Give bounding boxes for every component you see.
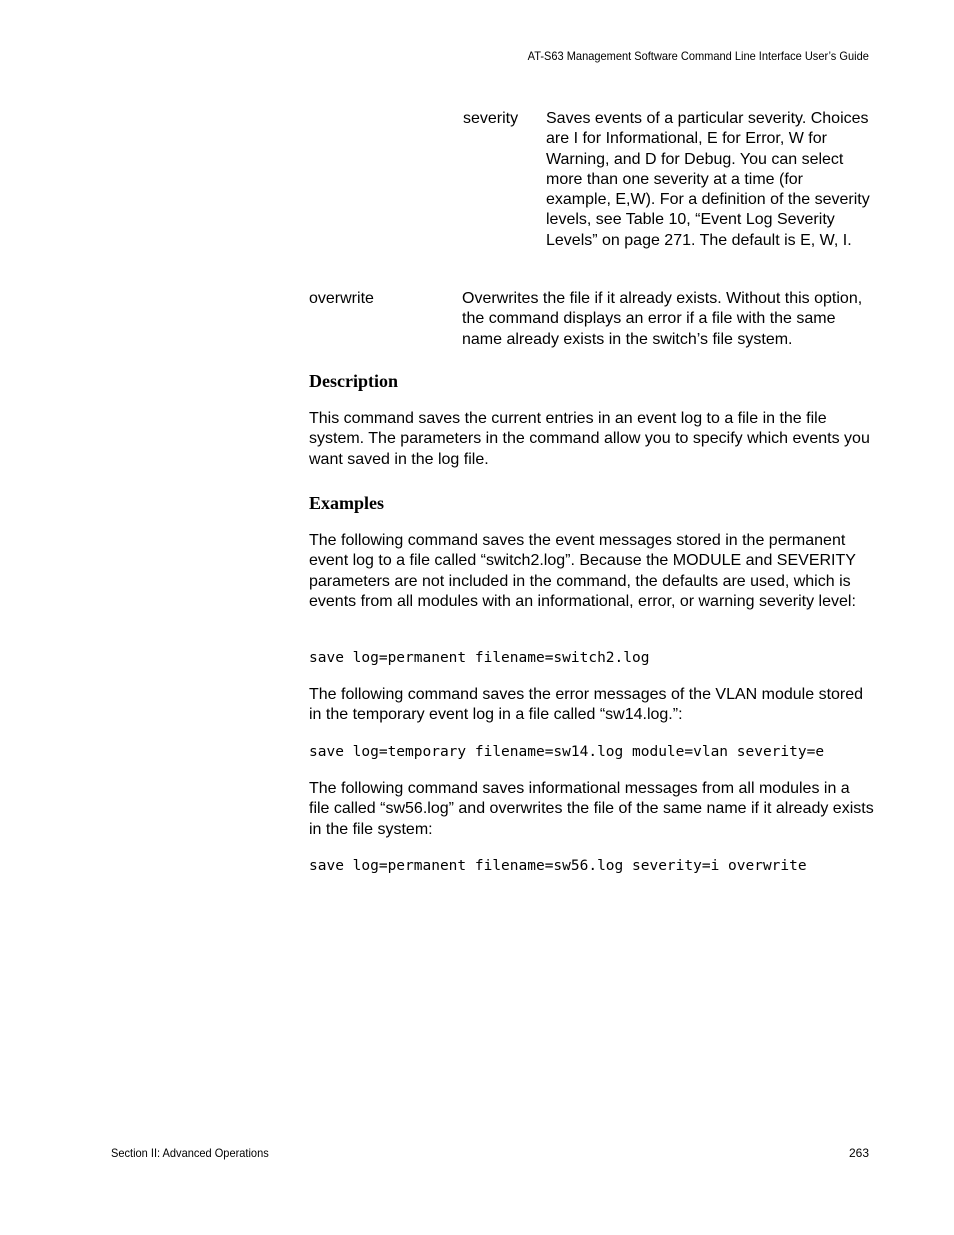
example-2-text: The following command saves the error messages of the VLAN module stored in the temporary event log in a file called “sw14.log.”: — [309, 686, 864, 724]
example-1-code: save log=permanent filename=switch2.log — [309, 650, 650, 666]
param-overwrite-name: overwrite — [309, 290, 374, 307]
description-text: This command saves the current entries in an event log to a file in the file system. The parameters in the command allow you to specify which events you want saved in the log file. — [309, 410, 870, 468]
description-heading: Description — [309, 371, 398, 391]
footer-page-number: 263 — [848, 1146, 869, 1160]
example-3-text: The following command saves informational messages from all modules in a file called “sw56.log” and overwrites the file of the same name if it already exists in the file system: — [309, 780, 874, 838]
running-header: AT-S63 Management Software Command Line Interface User’s Guide — [527, 49, 869, 63]
example-2-code: save log=temporary filename=sw14.log module=vlan severity=e — [309, 744, 825, 760]
example-1-text: The following command saves the event messages stored in the permanent event log to a file called “switch2.log”. Because the MODULE and SEVERITY parameters are not included in the command, the defaults are used, which is events from all modules with an informational, error, or warning severity level: — [309, 532, 856, 610]
example-3-code: save log=permanent filename=sw56.log severity=i overwrite — [309, 858, 807, 874]
param-severity-description: Saves events of a particular severity. Choices are I for Informational, E for Error, W for Warning, and D for Debug. You can select more than one severity at a time (for example, E,W). For a definition of the severity levels, see Table 10, “Event Log Severity Levels” on page 271. The default is E, W, I. — [546, 110, 870, 249]
examples-heading: Examples — [309, 493, 385, 513]
param-overwrite-description: Overwrites the file if it already exists. Without this option, the command displays an error if a file with the same name already exists in the switch’s file system. — [462, 290, 863, 348]
param-severity-name: severity — [463, 110, 519, 127]
footer-section: Section II: Advanced Operations — [111, 1146, 269, 1160]
